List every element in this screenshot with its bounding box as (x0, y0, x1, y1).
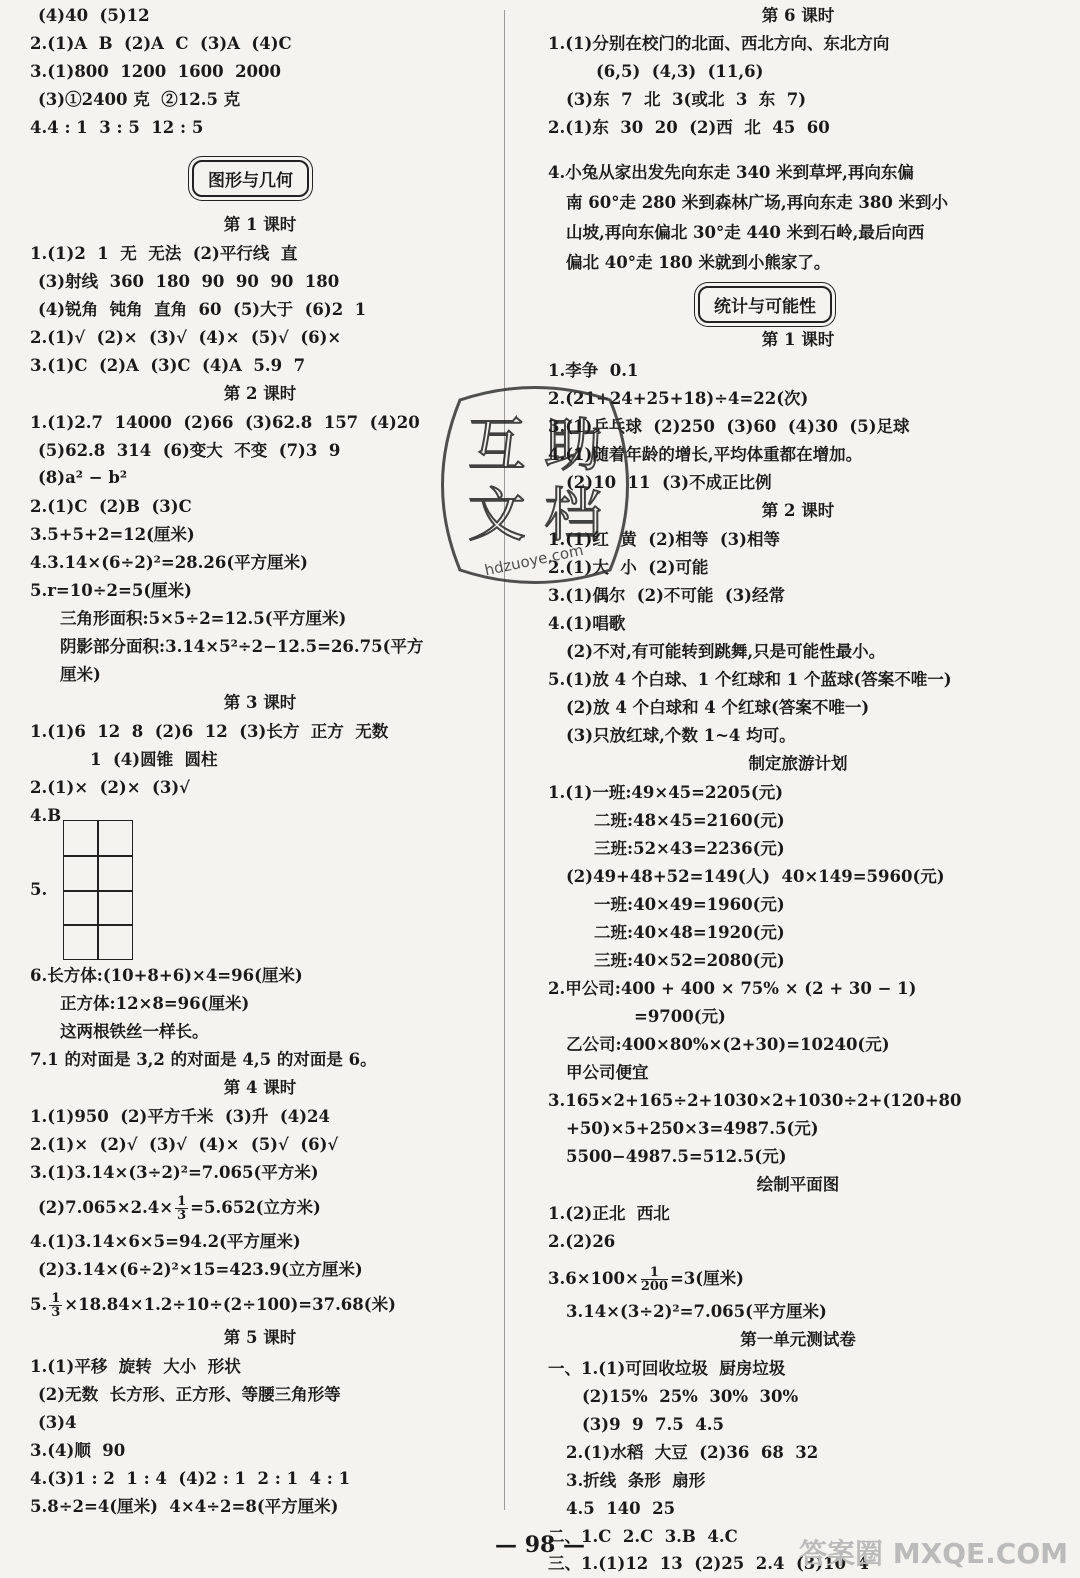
answer-line: (2)10 11 (3)不成正比例 (566, 473, 772, 492)
answer-line: (2)放 4 个白球和 4 个红球(答案不唯一) (566, 698, 870, 717)
denominator: 200 (640, 1279, 668, 1294)
answer-line: 阴影部分面积:3.14×5²÷2−12.5=26.75(平方 (60, 637, 424, 656)
answer-line: 4.B (30, 806, 62, 825)
answer-line: 乙公司:400×80%×(2+30)=10240(元) (566, 1035, 890, 1054)
answer-line: 1.(1)2.7 14000 (2)66 (3)62.8 157 (4)20 (30, 413, 420, 432)
answer-line: (6,5) (4,3) (11,6) (596, 62, 764, 81)
fraction (641, 1266, 668, 1293)
stamp-url: hdzuoye.com (482, 540, 585, 580)
answer-line: 2.(1)A B (2)A C (3)A (4)C (30, 34, 292, 53)
answer-line: 2.(1)水稻 大豆 (2)36 68 32 (566, 1443, 819, 1462)
lesson-heading: 第 2 课时 (761, 501, 835, 520)
answer-line: 3.折线 条形 扇形 (566, 1471, 706, 1490)
answer-line: (3)东 7 北 3(或北 3 东 7) (566, 90, 807, 109)
answer-line: 一、1.(1)可回收垃圾 厨房垃圾 (548, 1359, 786, 1378)
answer-line: 3.14×(3÷2)²=7.065(平方厘米) (566, 1302, 827, 1321)
answer-line: (3)射线 360 180 90 90 90 180 (38, 272, 340, 291)
grid-line (64, 890, 132, 892)
answer-line: 偏北 40°走 180 米就到小熊家了。 (566, 253, 831, 272)
answer-line: 1.(1)950 (2)平方千米 (3)升 (4)24 (30, 1107, 330, 1126)
answer-line: 5. (30, 880, 48, 899)
answer-line: 3.(1)3.14×(3÷2)²=7.065(平方米) (30, 1163, 319, 1182)
answer-line: (2)15% 25% 30% 30% (582, 1387, 799, 1406)
answer-line: 3.(1)偶尔 (2)不可能 (3)经常 (548, 586, 785, 605)
answer-line: 2.(1)× (2)× (3)√ (30, 778, 190, 797)
answer-line: 3.(1)800 1200 1600 2000 (30, 62, 281, 81)
section-heading: 第一单元测试卷 (740, 1330, 856, 1349)
answer-line: 4.3.14×(6÷2)²=28.26(平方厘米) (30, 553, 308, 572)
answer-line: +50)×5+250×3=4987.5(元) (566, 1119, 819, 1138)
answer-line: 3.(4)顺 90 (30, 1441, 126, 1460)
answer-line: 三、1.(1)12 13 (2)25 2.4 (3)10 4 (548, 1554, 869, 1573)
answer-line: 3.(1)乒乓球 (2)250 (3)60 (4)30 (5)足球 (548, 417, 910, 436)
lesson-heading: 第 5 课时 (223, 1328, 297, 1347)
answer-line: 1.(1)2 1 无 无法 (2)平行线 直 (30, 244, 298, 263)
answer-line: 2.(1)√ (2)× (3)√ (4)× (5)√ (6)× (30, 328, 342, 347)
answer-line-with-fraction (30, 1292, 396, 1319)
numerator: 1 (177, 1194, 187, 1209)
answer-line: 3.165×2+165÷2+1030×2+1030÷2+(120+80 (548, 1091, 962, 1110)
numerator: 1 (51, 1291, 61, 1306)
answer-line: 二班:48×45=2160(元) (594, 811, 785, 830)
answer-line: 2.(1)C (2)B (3)C (30, 497, 192, 516)
answer-line: 二、1.C 2.C 3.B 4.C (548, 1527, 738, 1546)
answer-line: (2)49+48+52=149(人) 40×149=5960(元) (566, 867, 945, 886)
answer-line: 4.4 : 1 3 : 5 12 : 5 (30, 118, 204, 137)
answer-line: 3.(1)C (2)A (3)C (4)A 5.9 7 (30, 356, 306, 375)
answer-line: 山坡,再向东偏北 30°走 440 米到石岭,最后向西 (566, 223, 925, 242)
answer-line: 1.(1)红 黄 (2)相等 (3)相等 (548, 530, 780, 549)
answer-line: 1.(1)一班:49×45=2205(元) (548, 783, 784, 802)
answer-line: 2.(1)大 小 (2)可能 (548, 558, 709, 577)
grid-line (64, 924, 132, 926)
answer-line: (3)①2400 克 ②12.5 克 (38, 90, 241, 109)
answer-line: (4)40 (5)12 (38, 6, 150, 25)
answer-line: 3.5+5+2=12(厘米) (30, 525, 195, 544)
answer-line: 1 (4)圆锥 圆柱 (90, 750, 218, 769)
expr-part: =5.652(立方米) (190, 1198, 321, 1217)
section-title-statistics: 统计与可能性 (698, 286, 832, 323)
answer-line: 二班:40×48=1920(元) (594, 923, 785, 942)
answer-line: 5.r=10÷2=5(厘米) (30, 581, 192, 600)
answer-line: 4.(1)随着年龄的增长,平均体重都在增加。 (548, 445, 863, 464)
answer-line: 4.(1)唱歌 (548, 614, 626, 633)
column-divider (504, 10, 505, 1510)
answer-line: 2.(2)26 (548, 1232, 616, 1251)
fraction (175, 1195, 188, 1222)
answer-line: 甲公司便宜 (566, 1063, 649, 1082)
answer-line: (4)锐角 钝角 直角 60 (5)大于 (6)2 1 (38, 300, 367, 319)
answer-line: 1.(1)分别在校门的北面、西北方向、东北方向 (548, 34, 890, 53)
answer-line: 1.(2)正北 西北 (548, 1204, 670, 1223)
answer-line: (3)4 (38, 1413, 77, 1432)
answer-line: 5500−4987.5=512.5(元) (566, 1147, 787, 1166)
section-heading: 制定旅游计划 (748, 754, 848, 773)
answer-line: (3)9 9 7.5 4.5 (582, 1415, 724, 1434)
answer-line: 4.5 140 25 (566, 1499, 676, 1518)
stamp-text-1: 互 助 (467, 411, 603, 479)
section-heading: 绘制平面图 (756, 1175, 840, 1194)
answer-line: (3)只放红球,个数 1~4 均可。 (566, 726, 796, 745)
site-watermark: 答案圈 MXQE.COM (799, 1537, 1068, 1570)
stamp-text-2: 文 档 (467, 481, 603, 549)
answer-line: 5.(1)放 4 个白球、1 个红球和 1 个蓝球(答案不唯一) (548, 670, 952, 689)
expr-part: 5. (30, 1295, 48, 1314)
answer-line: 4.(1)3.14×6×5=94.2(平方厘米) (30, 1232, 301, 1251)
answer-line: 4.小兔从家出发先向东走 340 米到草坪,再向东偏 (548, 163, 914, 182)
page-number: — 98 — (495, 1532, 585, 1558)
fraction (49, 1292, 62, 1319)
answer-line: (5)62.8 314 (6)变大 不变 (7)3 9 (38, 441, 341, 460)
answer-line: 2.(1)东 30 20 (2)西 北 45 60 (548, 118, 830, 137)
answer-line: (2)无数 长方形、正方形、等腰三角形等 (38, 1385, 341, 1404)
answer-line: 2.(1)× (2)√ (3)√ (4)× (5)√ (6)√ (30, 1135, 339, 1154)
lesson-heading: 第 1 课时 (761, 330, 835, 349)
expr-part: =3(厘米) (669, 1269, 744, 1288)
lesson-heading: 第 3 课时 (223, 693, 297, 712)
denominator: 3 (177, 1208, 187, 1223)
answer-line: (2)不对,有可能转到跳舞,只是可能性最小。 (566, 642, 886, 661)
answer-line: 4.(3)1 : 2 1 : 4 (4)2 : 1 2 : 1 4 : 1 (30, 1469, 351, 1488)
answer-line: 5.8÷2=4(厘米) 4×4÷2=8(平方厘米) (30, 1497, 339, 1516)
answer-line: (2)3.14×(6÷2)²×15=423.9(立方厘米) (38, 1260, 363, 1279)
section-title-geometry: 图形与几何 (192, 160, 309, 197)
answer-line: 厘米) (60, 665, 101, 684)
cube-net-grid (63, 820, 133, 960)
answer-line: 一班:40×49=1960(元) (594, 895, 785, 914)
answer-line: 1.(1)6 12 8 (2)6 12 (3)长方 正方 无数 (30, 722, 389, 741)
answer-line: 三角形面积:5×5÷2=12.5(平方厘米) (60, 609, 347, 628)
answer-line: 2.甲公司:400 + 400 × 75% × (2 + 30 − 1) (548, 979, 917, 998)
denominator: 3 (51, 1305, 61, 1320)
lesson-heading: 第 4 课时 (223, 1078, 297, 1097)
answer-line: 三班:52×43=2236(元) (594, 839, 785, 858)
answer-line: (8)a² − b² (38, 468, 128, 487)
stamp-watermark-icon (420, 370, 650, 600)
lesson-heading: 第 6 课时 (761, 6, 835, 25)
answer-line: 2.(21+24+25+18)÷4=22(次) (548, 389, 809, 408)
answer-line: 1.李争 0.1 (548, 361, 639, 380)
answer-line: 三班:40×52=2080(元) (594, 951, 785, 970)
answer-line: 7.1 的对面是 3,2 的对面是 4,5 的对面是 6。 (30, 1050, 377, 1069)
expr-part: (2)7.065×2.4× (38, 1198, 174, 1217)
answer-line: 1.(1)平移 旋转 大小 形状 (30, 1357, 241, 1376)
expr-part: 3.6×100× (548, 1269, 639, 1288)
answer-line-with-fraction (38, 1195, 321, 1222)
answer-line-with-fraction (548, 1266, 744, 1293)
expr-part: ×18.84×1.2÷10÷(2÷100)=37.68(米) (64, 1295, 396, 1314)
answer-line: 正方体:12×8=96(厘米) (60, 994, 250, 1013)
answer-line: =9700(元) (634, 1007, 726, 1026)
grid-line (64, 855, 132, 857)
answer-line: 6.长方体:(10+8+6)×4=96(厘米) (30, 966, 303, 985)
answer-line: 南 60°走 280 米到森林广场,再向东走 380 米到小 (566, 193, 949, 212)
lesson-heading: 第 2 课时 (223, 384, 297, 403)
answer-line: 这两根铁丝一样长。 (60, 1022, 209, 1041)
numerator: 1 (641, 1266, 668, 1280)
lesson-heading: 第 1 课时 (223, 215, 297, 234)
